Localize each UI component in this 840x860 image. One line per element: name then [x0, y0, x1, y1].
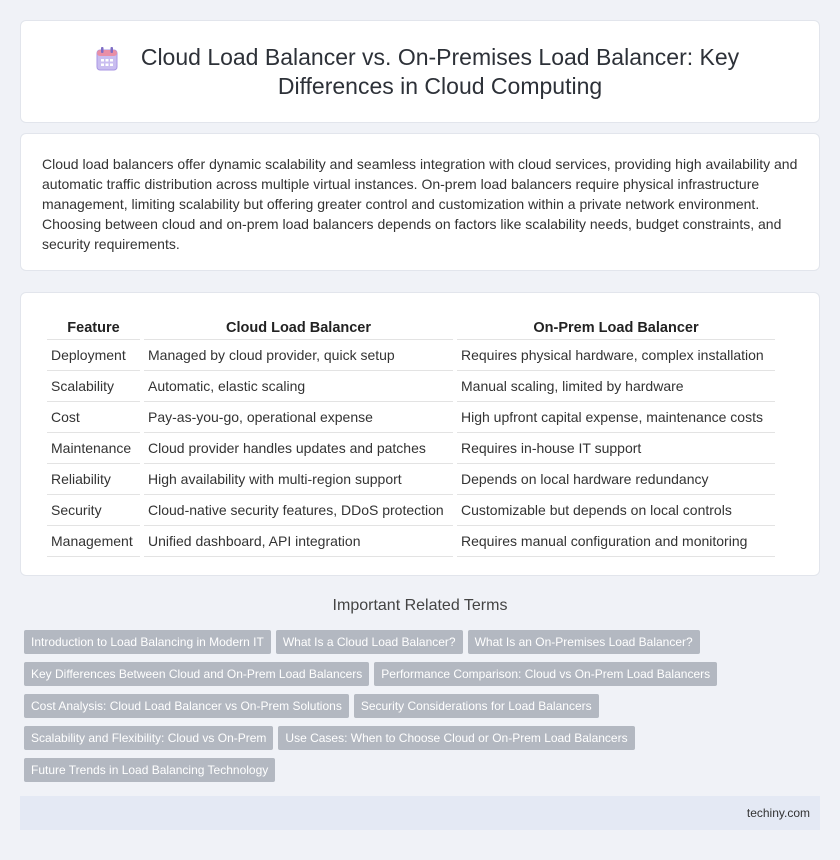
feature-cell: Reliability: [47, 464, 140, 495]
header-feature: Feature: [47, 313, 140, 340]
related-term-tag[interactable]: Performance Comparison: Cloud vs On-Prem Load Balancers: [374, 662, 717, 686]
related-terms-list: [24, 630, 724, 790]
table-header-row: [47, 313, 775, 340]
onprem-cell: Manual scaling, limited by hardware: [457, 371, 775, 402]
tag-row: [24, 758, 724, 790]
feature-cell: Security: [47, 495, 140, 526]
table-row: [47, 464, 775, 495]
intro-paragraph: Cloud load balancers offer dynamic scalability and seamless integration with cloud services, providing high availability and automatic traffic distribution across multiple virtual instances. On-prem load balancers require physical infrastructure management, limiting scalability but offering greater control and customization within a private network environment. Choosing between cloud and on-prem load balancers depends on factors like scalability needs, budget constraints, and security requirements.: [42, 156, 798, 252]
feature-cell: Scalability: [47, 371, 140, 402]
cloud-cell: High availability with multi-region support: [144, 464, 453, 495]
onprem-cell: Customizable but depends on local controls: [457, 495, 775, 526]
table-row: [47, 433, 775, 464]
tag-row: [24, 662, 724, 694]
tag-row: [24, 726, 724, 758]
related-term-tag[interactable]: What Is a Cloud Load Balancer?: [276, 630, 463, 654]
site-credit[interactable]: techiny.com: [746, 806, 810, 820]
related-term-tag[interactable]: What Is an On-Premises Load Balancer?: [468, 630, 700, 654]
related-term-tag[interactable]: Future Trends in Load Balancing Technology: [24, 758, 275, 782]
cloud-cell: Pay-as-you-go, operational expense: [144, 402, 453, 433]
comparison-table-card: [20, 292, 820, 576]
cloud-cell: Unified dashboard, API integration: [144, 526, 453, 557]
table-row: [47, 371, 775, 402]
table-row: [47, 526, 775, 557]
title-card: [20, 20, 820, 123]
comparison-table: [43, 313, 779, 557]
related-terms-heading: Important Related Terms: [332, 597, 508, 614]
cloud-cell: Managed by cloud provider, quick setup: [144, 340, 453, 371]
onprem-cell: Requires in-house IT support: [457, 433, 775, 464]
table-row: [47, 402, 775, 433]
related-term-tag[interactable]: Introduction to Load Balancing in Modern IT: [24, 630, 271, 654]
onprem-cell: Requires manual configuration and monitoring: [457, 526, 775, 557]
related-term-tag[interactable]: Security Considerations for Load Balancers: [354, 694, 599, 718]
title-wrap: [21, 43, 819, 101]
related-term-tag[interactable]: Key Differences Between Cloud and On-Prem Load Balancers: [24, 662, 369, 686]
feature-cell: Deployment: [47, 340, 140, 371]
calendar-icon: [96, 47, 118, 71]
footer-bar: [20, 796, 820, 830]
related-term-tag[interactable]: Scalability and Flexibility: Cloud vs On-Prem: [24, 726, 273, 750]
intro-card: [20, 133, 820, 271]
header-cloud: Cloud Load Balancer: [144, 313, 453, 340]
related-term-tag[interactable]: Use Cases: When to Choose Cloud or On-Prem Load Balancers: [278, 726, 634, 750]
page-title: Cloud Load Balancer vs. On-Premises Load Balancer: Key Differences in Cloud Computing: [140, 44, 740, 99]
onprem-cell: High upfront capital expense, maintenance costs: [457, 402, 775, 433]
table-row: [47, 340, 775, 371]
cloud-cell: Cloud-native security features, DDoS protection: [144, 495, 453, 526]
tag-row: [24, 694, 724, 726]
onprem-cell: Requires physical hardware, complex installation: [457, 340, 775, 371]
onprem-cell: Depends on local hardware redundancy: [457, 464, 775, 495]
tag-row: [24, 630, 724, 662]
related-term-tag[interactable]: Cost Analysis: Cloud Load Balancer vs On-Prem Solutions: [24, 694, 349, 718]
header-onprem: On-Prem Load Balancer: [457, 313, 775, 340]
feature-cell: Management: [47, 526, 140, 557]
cloud-cell: Cloud provider handles updates and patches: [144, 433, 453, 464]
table-row: [47, 495, 775, 526]
feature-cell: Cost: [47, 402, 140, 433]
feature-cell: Maintenance: [47, 433, 140, 464]
cloud-cell: Automatic, elastic scaling: [144, 371, 453, 402]
